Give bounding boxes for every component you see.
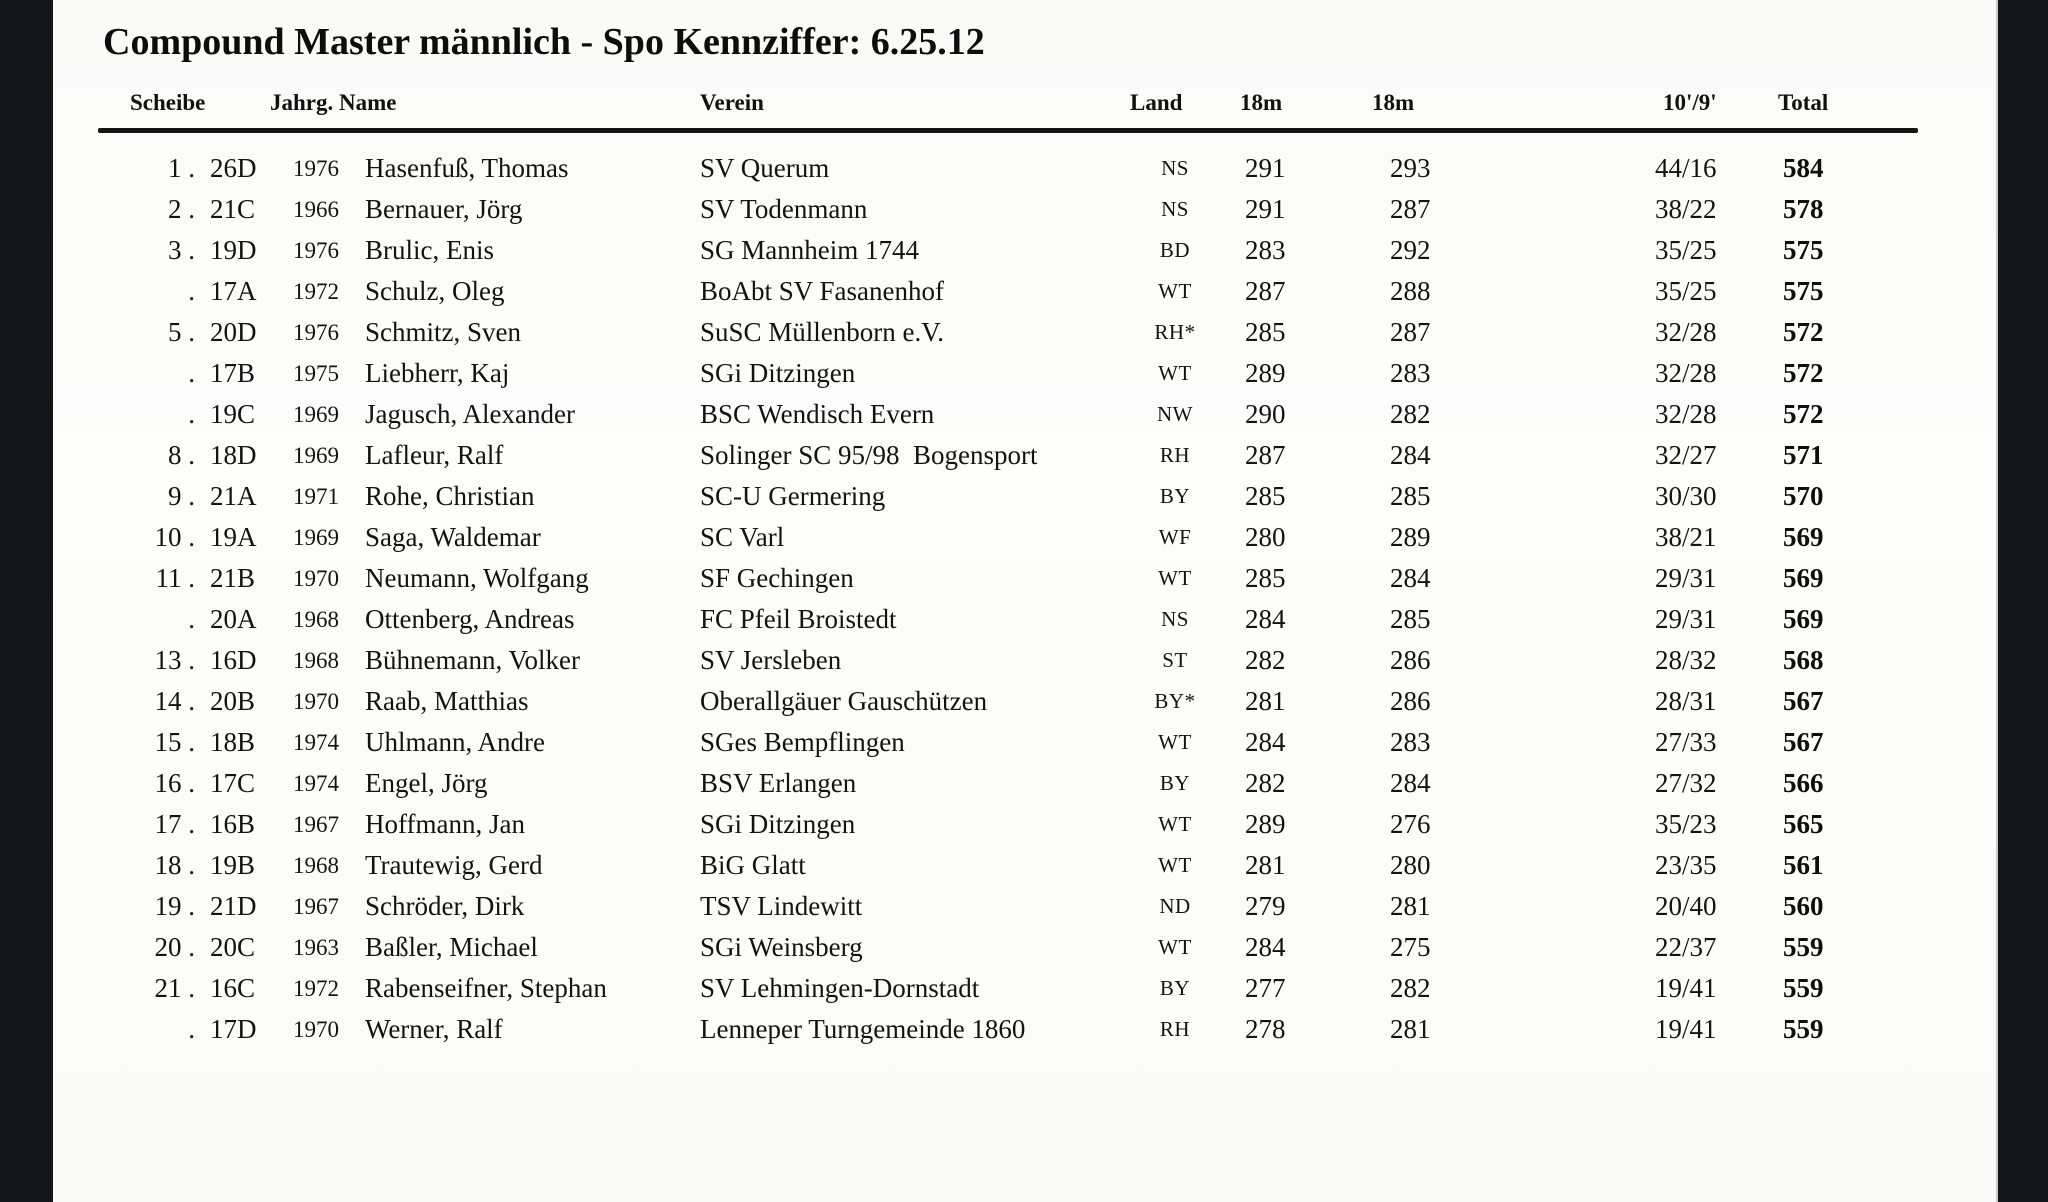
score-18m-2-cell: 287 [1390,194,1431,224]
tens-nines-cell: 30/30 [1655,481,1717,511]
land-cell: WF [1158,525,1192,549]
header-tens-nines: 10'/9' [1663,90,1717,115]
scheibe-cell: 20A [210,604,257,634]
score-18m-1-cell: 290 [1245,399,1286,429]
table-row [53,312,1996,353]
header-jahrg-name: Jahrg. Name [270,90,397,115]
verein-cell: SG Mannheim 1744 [700,235,919,265]
total-cell: 578 [1783,194,1824,224]
scheibe-cell: 20C [210,932,256,962]
name-cell: Rohe, Christian [365,481,535,511]
jahrg-cell: 1968 [293,648,339,673]
rank-cell: 2 . [168,194,195,224]
land-cell: WT [1158,279,1192,303]
table-row [53,845,1996,886]
scheibe-cell: 21D [210,891,257,921]
score-18m-1-cell: 287 [1245,276,1286,306]
score-18m-2-cell: 275 [1390,932,1431,962]
verein-cell: SV Todenmann [700,194,868,224]
land-cell: RH* [1154,320,1196,344]
score-18m-2-cell: 287 [1390,317,1431,347]
verein-cell: BiG Glatt [700,850,806,880]
jahrg-cell: 1968 [293,607,339,632]
total-cell: 569 [1783,563,1824,593]
score-18m-2-cell: 292 [1390,235,1431,265]
score-18m-1-cell: 289 [1245,358,1286,388]
scheibe-cell: 26D [210,153,257,183]
verein-cell: SV Lehmingen-Dornstadt [700,973,980,1003]
name-cell: Hasenfuß, Thomas [365,153,569,183]
jahrg-cell: 1976 [293,238,339,263]
name-cell: Trautewig, Gerd [365,850,543,880]
scheibe-cell: 17D [210,1014,257,1044]
jahrg-cell: 1970 [293,689,339,714]
scheibe-cell: 20B [210,686,256,716]
rank-cell: 17 . [154,809,195,839]
score-18m-2-cell: 286 [1390,686,1431,716]
score-18m-2-cell: 285 [1390,481,1431,511]
tens-nines-cell: 23/35 [1655,850,1717,880]
header-verein: Verein [700,90,764,115]
table-row [53,804,1996,845]
score-18m-1-cell: 281 [1245,850,1286,880]
scheibe-cell: 18B [210,727,256,757]
header-18m-1: 18m [1240,90,1283,115]
total-cell: 569 [1783,522,1824,552]
jahrg-cell: 1970 [293,566,339,591]
score-18m-2-cell: 280 [1390,850,1431,880]
tens-nines-cell: 29/31 [1655,604,1717,634]
rank-cell: 8 . [168,440,195,470]
table-row [53,271,1996,312]
rank-cell: 20 . [154,932,195,962]
jahrg-cell: 1976 [293,320,339,345]
document-page [53,0,1996,1202]
verein-cell: SGi Weinsberg [700,932,863,962]
scheibe-cell: 18D [210,440,257,470]
jahrg-cell: 1969 [293,443,339,468]
land-cell: WT [1158,361,1192,385]
scheibe-cell: 16C [210,973,256,1003]
scheibe-cell: 19B [210,850,256,880]
land-cell: WT [1158,935,1192,959]
jahrg-cell: 1969 [293,402,339,427]
total-cell: 560 [1783,891,1824,921]
score-18m-1-cell: 279 [1245,891,1286,921]
score-18m-2-cell: 281 [1390,891,1431,921]
rank-cell: . [188,1014,195,1044]
score-18m-2-cell: 282 [1390,973,1431,1003]
tens-nines-cell: 32/27 [1655,440,1717,470]
name-cell: Schmitz, Sven [365,317,521,347]
score-18m-1-cell: 277 [1245,973,1286,1003]
rank-cell: 1 . [168,153,195,183]
rank-cell: 9 . [168,481,195,511]
rank-cell: . [188,276,195,306]
verein-cell: SC-U Germering [700,481,886,511]
rank-cell: 19 . [154,891,195,921]
jahrg-cell: 1976 [293,156,339,181]
header-scheibe: Scheibe [130,90,206,115]
name-cell: Liebherr, Kaj [365,358,510,388]
score-18m-1-cell: 283 [1245,235,1286,265]
land-cell: ST [1162,648,1188,672]
jahrg-cell: 1963 [293,935,339,960]
name-cell: Hoffmann, Jan [365,809,525,839]
score-18m-2-cell: 283 [1390,727,1431,757]
name-cell: Bühnemann, Volker [365,645,580,675]
score-18m-1-cell: 280 [1245,522,1286,552]
verein-cell: BoAbt SV Fasanenhof [700,276,945,306]
table-row [53,1009,1996,1050]
total-cell: 575 [1783,235,1824,265]
score-18m-2-cell: 289 [1390,522,1431,552]
score-18m-2-cell: 282 [1390,399,1431,429]
rank-cell: 15 . [154,727,195,757]
table-row [53,435,1996,476]
scheibe-cell: 17C [210,768,256,798]
verein-cell: BSV Erlangen [700,768,857,798]
header-land: Land [1130,90,1183,115]
left-letterbox [0,0,53,1202]
score-18m-1-cell: 289 [1245,809,1286,839]
score-18m-1-cell: 287 [1245,440,1286,470]
score-18m-1-cell: 282 [1245,645,1286,675]
tens-nines-cell: 35/23 [1655,809,1717,839]
verein-cell: SF Gechingen [700,563,854,593]
land-cell: WT [1158,812,1192,836]
total-cell: 568 [1783,645,1824,675]
total-cell: 559 [1783,1014,1824,1044]
total-cell: 561 [1783,850,1824,880]
land-cell: BY [1159,771,1191,795]
total-cell: 566 [1783,768,1824,798]
header-total: Total [1778,90,1829,115]
jahrg-cell: 1972 [293,976,339,1001]
verein-cell: SuSC Müllenborn e.V. [700,317,945,347]
rank-cell: . [188,604,195,634]
tens-nines-cell: 27/32 [1655,768,1717,798]
verein-cell: SV Jersleben [700,645,842,675]
rank-cell: 16 . [154,768,195,798]
total-cell: 567 [1783,686,1824,716]
table-row [53,148,1996,189]
verein-cell: SGi Ditzingen [700,809,856,839]
scheibe-cell: 19D [210,235,257,265]
table-row [53,189,1996,230]
name-cell: Jagusch, Alexander [365,399,575,429]
jahrg-cell: 1967 [293,894,339,919]
verein-cell: FC Pfeil Broistedt [700,604,897,634]
score-18m-2-cell: 285 [1390,604,1431,634]
tens-nines-cell: 32/28 [1655,317,1717,347]
table-row [53,681,1996,722]
tens-nines-cell: 19/41 [1655,1014,1717,1044]
name-cell: Bernauer, Jörg [365,194,523,224]
tens-nines-cell: 35/25 [1655,235,1717,265]
verein-cell: BSC Wendisch Evern [700,399,935,429]
table-row [53,599,1996,640]
table-row [53,968,1996,1009]
total-cell: 567 [1783,727,1824,757]
score-18m-2-cell: 283 [1390,358,1431,388]
score-18m-1-cell: 284 [1245,932,1286,962]
land-cell: NS [1161,607,1189,631]
scheibe-cell: 16D [210,645,257,675]
tens-nines-cell: 38/22 [1655,194,1717,224]
score-18m-1-cell: 281 [1245,686,1286,716]
tens-nines-cell: 22/37 [1655,932,1717,962]
score-18m-2-cell: 288 [1390,276,1431,306]
tens-nines-cell: 28/31 [1655,686,1717,716]
total-cell: 559 [1783,973,1824,1003]
jahrg-cell: 1966 [293,197,339,222]
verein-cell: TSV Lindewitt [700,891,863,921]
page-title: Compound Master männlich - Spo Kennziffer: 6.25.12 [103,21,985,63]
header-rule [98,128,1918,133]
land-cell: WT [1158,853,1192,877]
table-row [53,558,1996,599]
table-row [53,886,1996,927]
total-cell: 570 [1783,481,1824,511]
score-18m-2-cell: 276 [1390,809,1431,839]
rank-cell: 18 . [154,850,195,880]
jahrg-cell: 1974 [293,730,339,755]
verein-cell: SV Querum [700,153,830,183]
score-18m-2-cell: 284 [1390,563,1431,593]
name-cell: Neumann, Wolfgang [365,563,589,593]
score-18m-1-cell: 282 [1245,768,1286,798]
score-18m-1-cell: 285 [1245,563,1286,593]
name-cell: Schulz, Oleg [365,276,505,306]
land-cell: BY [1159,484,1191,508]
land-cell: NS [1161,197,1189,221]
name-cell: Werner, Ralf [365,1014,503,1044]
land-cell: RH [1159,443,1191,467]
total-cell: 565 [1783,809,1824,839]
jahrg-cell: 1970 [293,1017,339,1042]
verein-cell: SGi Ditzingen [700,358,856,388]
name-cell: Uhlmann, Andre [365,727,545,757]
right-letterbox [1996,0,2048,1202]
jahrg-cell: 1968 [293,853,339,878]
score-18m-1-cell: 284 [1245,727,1286,757]
name-cell: Rabenseifner, Stephan [365,973,607,1003]
rank-cell: 21 . [154,973,195,1003]
scheibe-cell: 21A [210,481,257,511]
total-cell: 571 [1783,440,1824,470]
jahrg-cell: 1972 [293,279,339,304]
verein-cell: Solinger SC 95/98 Bogensport [700,440,1038,470]
rank-cell: 5 . [168,317,195,347]
scheibe-cell: 21B [210,563,256,593]
jahrg-cell: 1967 [293,812,339,837]
table-row [53,476,1996,517]
score-18m-2-cell: 284 [1390,768,1431,798]
tens-nines-cell: 44/16 [1655,153,1717,183]
rank-cell: 14 . [154,686,195,716]
land-cell: NW [1157,402,1193,426]
scheibe-cell: 17B [210,358,256,388]
tens-nines-cell: 28/32 [1655,645,1717,675]
name-cell: Ottenberg, Andreas [365,604,575,634]
table-row [53,353,1996,394]
table-row [53,763,1996,804]
total-cell: 572 [1783,317,1824,347]
jahrg-cell: 1974 [293,771,339,796]
scheibe-cell: 19C [210,399,256,429]
tens-nines-cell: 29/31 [1655,563,1717,593]
land-cell: ND [1159,894,1191,918]
jahrg-cell: 1971 [293,484,339,509]
tens-nines-cell: 38/21 [1655,522,1717,552]
land-cell: BY* [1154,689,1196,713]
tens-nines-cell: 20/40 [1655,891,1717,921]
total-cell: 572 [1783,399,1824,429]
verein-cell: SC Varl [700,522,785,552]
verein-cell: Oberallgäuer Gauschützen [700,686,988,716]
score-18m-1-cell: 291 [1245,153,1286,183]
land-cell: RH [1159,1017,1191,1041]
tens-nines-cell: 32/28 [1655,399,1717,429]
score-18m-2-cell: 284 [1390,440,1431,470]
score-18m-2-cell: 286 [1390,645,1431,675]
table-row [53,230,1996,271]
land-cell: WT [1158,730,1192,754]
name-cell: Brulic, Enis [365,235,494,265]
table-row [53,517,1996,558]
tens-nines-cell: 19/41 [1655,973,1717,1003]
scheibe-cell: 17A [210,276,257,306]
verein-cell: Lenneper Turngemeinde 1860 [700,1014,1026,1044]
land-cell: WT [1158,566,1192,590]
rank-cell: . [188,358,195,388]
name-cell: Saga, Waldemar [365,522,541,552]
score-18m-1-cell: 284 [1245,604,1286,634]
rank-cell: 13 . [154,645,195,675]
total-cell: 575 [1783,276,1824,306]
header-18m-2: 18m [1372,90,1415,115]
tens-nines-cell: 35/25 [1655,276,1717,306]
land-cell: BY [1159,976,1191,1000]
table-row [53,927,1996,968]
tens-nines-cell: 32/28 [1655,358,1717,388]
scheibe-cell: 19A [210,522,257,552]
total-cell: 569 [1783,604,1824,634]
score-18m-2-cell: 281 [1390,1014,1431,1044]
jahrg-cell: 1975 [293,361,339,386]
score-18m-2-cell: 293 [1390,153,1431,183]
total-cell: 572 [1783,358,1824,388]
land-cell: NS [1161,156,1189,180]
rank-cell: 10 . [154,522,195,552]
results-table [53,148,1996,1050]
scheibe-cell: 16B [210,809,256,839]
name-cell: Engel, Jörg [365,768,488,798]
land-cell: BD [1159,238,1191,262]
name-cell: Baßler, Michael [365,932,538,962]
score-18m-1-cell: 278 [1245,1014,1286,1044]
name-cell: Schröder, Dirk [365,891,525,921]
rank-cell: 11 . [155,563,195,593]
scheibe-cell: 21C [210,194,256,224]
table-row [53,640,1996,681]
name-cell: Raab, Matthias [365,686,529,716]
total-cell: 584 [1783,153,1824,183]
rank-cell: . [188,399,195,429]
rank-cell: 3 . [168,235,195,265]
score-18m-1-cell: 291 [1245,194,1286,224]
table-row [53,394,1996,435]
table-row [53,722,1996,763]
score-18m-1-cell: 285 [1245,317,1286,347]
score-18m-1-cell: 285 [1245,481,1286,511]
name-cell: Lafleur, Ralf [365,440,504,470]
jahrg-cell: 1969 [293,525,339,550]
verein-cell: SGes Bempflingen [700,727,905,757]
tens-nines-cell: 27/33 [1655,727,1717,757]
scheibe-cell: 20D [210,317,257,347]
total-cell: 559 [1783,932,1824,962]
